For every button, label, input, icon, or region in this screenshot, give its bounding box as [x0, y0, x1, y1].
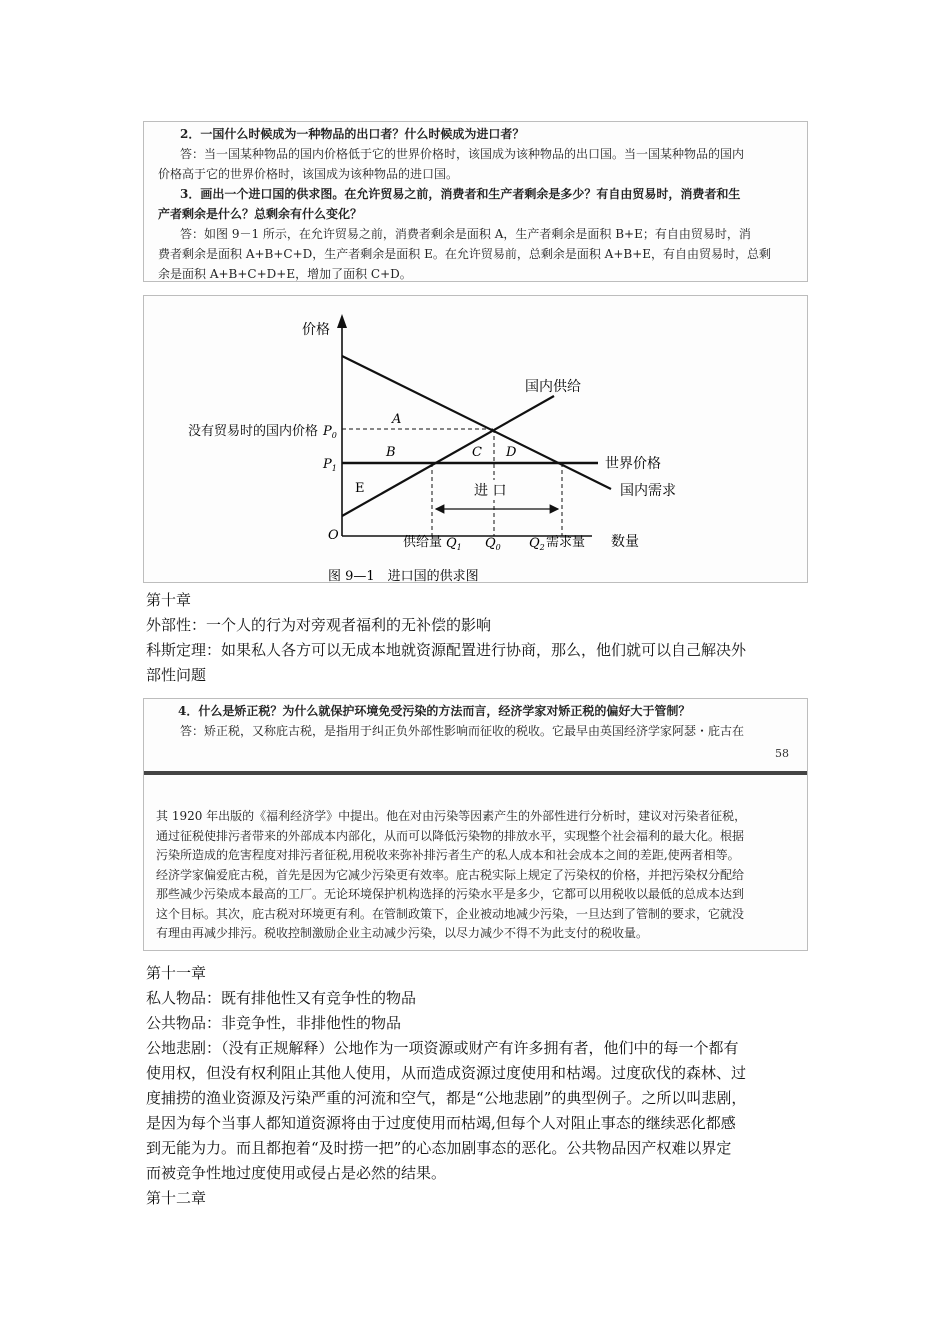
y-axis-arrow [337, 314, 347, 328]
answer-4-line-5: 经济学家偏爱庇古税，首先是因为它减少污染更有效率。庇古税实际上规定了污染权的价格，并把污染权分配给 [156, 867, 745, 882]
answer-3-line-2: 费者剩余是面积 A+B+C+D，生产者剩余是面积 E。在允许贸易前，总剩余是面积 A+B+E，有自由贸易时，总剩 [158, 247, 772, 261]
textbook-excerpt-pigou-tax [143, 698, 808, 951]
area-a-label: A [392, 412, 402, 427]
area-e-label: E [355, 481, 365, 496]
tragedy-commons-line-1: 公地悲剧：（没有正规解释）公地作为一项资源或财产有许多拥有者，他们中的每一个都有 [146, 1039, 739, 1057]
tragedy-commons-line-4: 是因为每个当事人都知道资源将由于过度使用而枯竭,但每个人对阻止事态的继续恶化都感 [146, 1114, 736, 1132]
x-axis-label: 数量 [611, 534, 639, 550]
q0-label: $Q_0$ [485, 536, 501, 552]
page-number: 58 [775, 747, 789, 760]
public-goods-definition: 公共物品：非竞争性，非排他性的物品 [146, 1014, 402, 1032]
world-price-label: 世界价格 [605, 456, 661, 472]
question-4: 4．什么是矫正税？为什么就保护环境免受污染的方法而言，经济学家对矫正税的偏好大于管制？ [178, 704, 691, 718]
tragedy-commons-line-5: 到无能为力。而且都抱着“及时捞一把”的心态加剧事态的恶化。公共物品因产权难以界定 [146, 1139, 732, 1157]
area-c-label: C [472, 445, 482, 460]
answer-3-line-1: 答：如图 9－1 所示，在允许贸易之前，消费者剩余是面积 A，生产者剩余是面积 B+E；有自由贸易时，消 [180, 227, 751, 241]
answer-4-line-4: 污染所造成的危害程度对排污者征税,用税收来弥补排污者生产的私人成本和社会成本之间的差距,使两者相等。 [156, 848, 740, 862]
origin-label: O [328, 528, 339, 543]
answer-4-line-8: 有理由再减少排污。税收控制激励企业主动减少污染，以尽力减少不得不为此支付的税收量。 [156, 926, 649, 940]
private-goods-definition: 私人物品：既有排他性又有竞争性的物品 [146, 989, 417, 1007]
chapter-12-heading: 第十二章 [146, 1189, 207, 1207]
tragedy-commons-line-3: 度捕捞的渔业资源及污染严重的河流和空气，都是“公地悲剧”的典型例子。之所以叫悲剧， [146, 1089, 747, 1107]
question-3-line-2: 产者剩余是什么？总剩余有什么变化？ [158, 207, 363, 221]
imports-label: 进 口 [474, 483, 507, 499]
supply-demand-diagram [144, 296, 807, 582]
no-trade-price-label: 没有贸易时的国内价格 [188, 424, 319, 439]
chapter-11-heading: 第十一章 [146, 964, 207, 982]
textbook-excerpt-trade [143, 121, 808, 282]
excerpt-body [144, 775, 807, 944]
tragedy-commons-line-6: 而被竞争性地过度使用或侵占是必然的结果。 [146, 1164, 447, 1182]
externality-definition: 外部性：一个人的行为对旁观者福利的无补偿的影响 [146, 616, 492, 634]
answer-2-line-1: 答：当一国某种物品的国内价格低于它的世界价格时，该国成为该种物品的出口国。当一国某种物品的国内 [180, 147, 745, 161]
q2-label: $Q_2$ [529, 536, 545, 552]
supply-label: 国内供给 [525, 379, 581, 395]
question-3-line-1: 3．画出一个进口国的供求图。在允许贸易之前，消费者和生产者剩余是多少？有自由贸易时，消费者和生 [180, 187, 741, 201]
tragedy-commons-line-2: 使用权，但没有权利阻止其他人使用，从而造成资源过度使用和枯竭。过度砍伐的森林、过 [146, 1064, 747, 1082]
answer-4-line-1: 答：矫正税，又称庇古税，是指用于纠正负外部性影响而征收的税收。它最早由英国经济学家阿瑟・庇古在 [180, 724, 745, 738]
answer-4-line-7: 这个目标。其次，庇古税对环境更有利。在管制政策下，企业被动地减少污染，一旦达到了管制的要求，它就没 [156, 906, 745, 921]
domestic-demand-line [342, 356, 611, 489]
chapter-10-heading: 第十章 [146, 591, 192, 609]
question-2: 2．一国什么时候成为一种物品的出口者？什么时候成为进口者？ [180, 127, 525, 141]
answer-2-line-2: 价格高于它的世界价格时，该国成为该种物品的进口国。 [158, 167, 459, 181]
supply-demand-figure [143, 295, 808, 583]
answer-4-line-3: 通过征税使排污者带来的外部成本内部化，从而可以降低污染物的排放水平，实现整个社会福利的最大化。根据 [156, 828, 745, 843]
answer-4-line-2: 其 1920 年出版的《福利经济学》中提出。他在对由污染等因素产生的外部性进行分析时，建议对污染者征税， [156, 809, 747, 823]
p0-label: $P_0$ [323, 424, 337, 440]
answer-3-line-3: 余是面积 A+B+C+D+E，增加了面积 C+D。 [158, 267, 412, 281]
p1-label: $P_1$ [323, 457, 337, 473]
excerpt-top-section [144, 699, 807, 771]
demand-label: 国内需求 [620, 483, 676, 499]
q1-label: $Q_1$ [446, 536, 462, 552]
answer-4-line-6: 那些减少污染成本最高的工厂。无论环境保护机构选择的污染水平是多少，它都可以用税收以最低的总成本达到 [156, 887, 745, 901]
area-b-label: B [386, 445, 396, 460]
supply-qty-label: 供给量 [403, 535, 443, 550]
y-axis-label: 价格 [302, 322, 330, 338]
demand-qty-label: 需求量 [546, 535, 586, 550]
domestic-supply-line [342, 396, 554, 516]
area-d-label: D [506, 445, 517, 460]
coase-theorem-line-1: 科斯定理：如果私人各方可以无成本地就资源配置进行协商，那么，他们就可以自己解决外 [146, 641, 747, 659]
figure-caption: 图 9—1 进口国的供求图 [328, 569, 479, 582]
coase-theorem-line-2: 部性问题 [146, 666, 207, 684]
